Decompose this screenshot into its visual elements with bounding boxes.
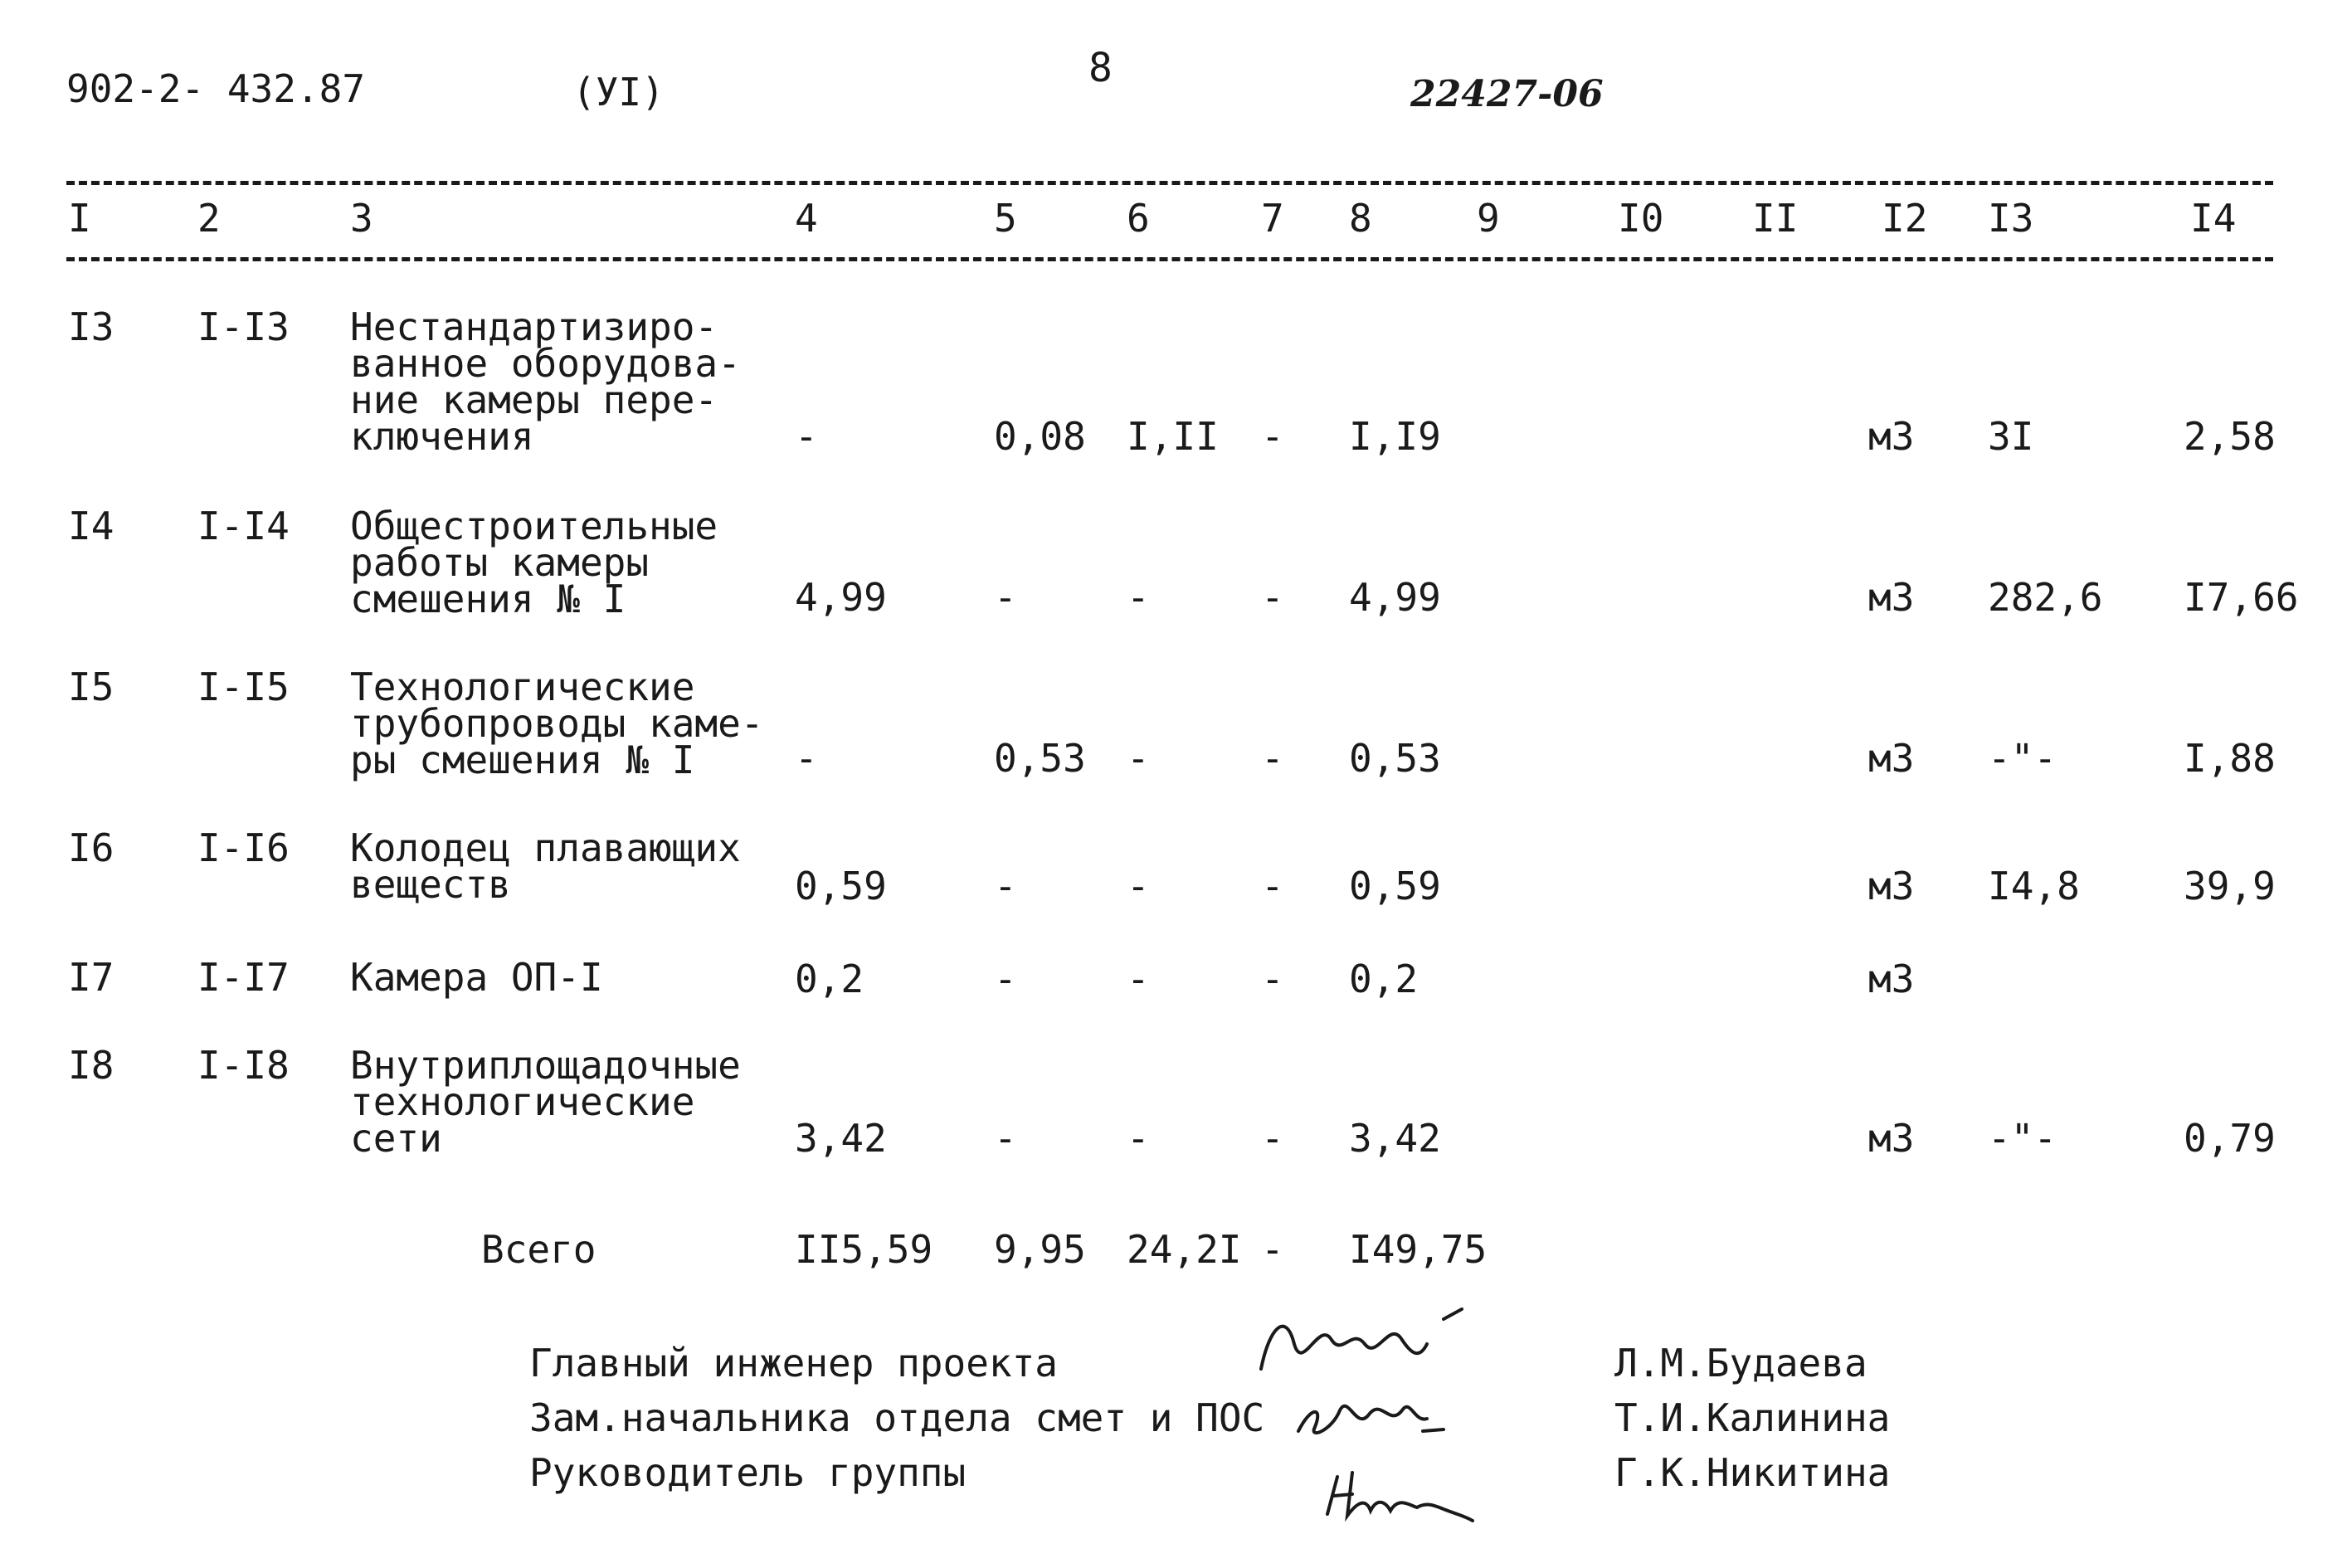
cell-c8: 0,2 xyxy=(1349,957,1419,1001)
cell-c5: - xyxy=(994,1116,1017,1161)
row-number: I6 xyxy=(68,825,114,870)
cell-c8: I,I9 xyxy=(1349,414,1441,459)
cell-c5: 0,53 xyxy=(994,736,1086,781)
work-name-line: Технологические xyxy=(350,665,695,709)
cell-c8: 4,99 xyxy=(1349,575,1441,620)
cell-c4: 3,42 xyxy=(795,1116,887,1161)
signature-name: Т.И.Калинина xyxy=(1614,1395,1891,1440)
estimate-number: I-I8 xyxy=(197,1043,290,1088)
cell-c13: -"- xyxy=(1988,1116,2057,1161)
cell-c14: 0,79 xyxy=(2184,1116,2276,1161)
work-name-line: Камера ОП-I xyxy=(350,955,603,1000)
work-name xyxy=(350,665,764,782)
cell-c8: 0,53 xyxy=(1349,736,1441,781)
total-col4: II5,59 xyxy=(795,1227,933,1272)
signature-name: Г.К.Никитина xyxy=(1614,1450,1891,1495)
row-number: I5 xyxy=(68,665,114,709)
cell-c12: м3 xyxy=(1868,1116,1915,1161)
work-name-line: Внутриплощадочные xyxy=(350,1043,741,1088)
signature-role: Руководитель группы xyxy=(529,1450,967,1495)
work-name-line: трубопроводы каме- xyxy=(350,701,764,746)
row-number: I7 xyxy=(68,955,114,1000)
cell-c6: - xyxy=(1127,736,1150,781)
cell-c6: - xyxy=(1127,1116,1150,1161)
work-name-line: ванное оборудова- xyxy=(350,341,741,386)
cell-c12: м3 xyxy=(1868,575,1915,620)
column-header: 6 xyxy=(1127,196,1150,241)
total-col7: - xyxy=(1261,1227,1284,1272)
cell-c12: м3 xyxy=(1868,864,1915,908)
volume-label: (УI) xyxy=(572,70,665,114)
signature-name: Л.М.Будаева xyxy=(1614,1341,1867,1385)
work-name-line: веществ xyxy=(350,862,511,907)
estimate-number: I-I6 xyxy=(197,825,290,870)
column-header: I0 xyxy=(1618,196,1664,241)
work-name-line: Колодец плавающих xyxy=(350,825,741,870)
row-number: I4 xyxy=(68,504,114,548)
column-header: II xyxy=(1752,196,1799,241)
cell-c7: - xyxy=(1261,957,1284,1001)
signature-role: Главный инженер проекта xyxy=(529,1341,1058,1385)
total-col6: 24,2I xyxy=(1127,1227,1242,1272)
cell-c5: - xyxy=(994,575,1017,620)
work-name-line: Нестандартизиро- xyxy=(350,304,718,349)
work-name xyxy=(350,1043,741,1161)
column-header: I4 xyxy=(2190,196,2237,241)
cell-c6: - xyxy=(1127,575,1150,620)
cell-c13: 3I xyxy=(1988,414,2034,459)
cell-c6: - xyxy=(1127,864,1150,908)
work-name-line: ключения xyxy=(350,414,534,459)
column-header: 9 xyxy=(1477,196,1500,241)
cell-c14: I,88 xyxy=(2184,736,2276,781)
total-col5: 9,95 xyxy=(994,1227,1086,1272)
cell-c12: м3 xyxy=(1868,414,1915,459)
cell-c4: 0,2 xyxy=(795,957,864,1001)
cell-c6: I,II xyxy=(1127,414,1219,459)
cell-c4: 4,99 xyxy=(795,575,887,620)
header-bottom-rule xyxy=(66,257,2273,261)
cell-c13: 282,6 xyxy=(1988,575,2103,620)
cell-c12: м3 xyxy=(1868,957,1915,1001)
column-header: 3 xyxy=(350,196,373,241)
cell-c5: 0,08 xyxy=(994,414,1086,459)
work-name-line: работы камеры xyxy=(350,540,650,585)
row-number: I3 xyxy=(68,304,114,349)
work-name-line: смешения № I xyxy=(350,577,626,621)
column-header: 2 xyxy=(197,196,221,241)
column-header: 8 xyxy=(1349,196,1372,241)
cell-c14: 39,9 xyxy=(2184,864,2276,908)
cell-c7: - xyxy=(1261,736,1284,781)
inventory-number: 22427-06 xyxy=(1410,73,1604,115)
handwritten-signature xyxy=(1290,1373,1456,1448)
column-header: I xyxy=(68,196,91,241)
total-label: Всего xyxy=(481,1227,597,1272)
handwritten-signature xyxy=(1319,1456,1485,1531)
signature-role: Зам.начальника отдела смет и ПОС xyxy=(529,1395,1265,1440)
work-name-line: ние камеры пере- xyxy=(350,377,718,422)
cell-c7: - xyxy=(1261,414,1284,459)
work-name-line: Общестроительные xyxy=(350,504,718,548)
cell-c6: - xyxy=(1127,957,1150,1001)
cell-c14: I7,66 xyxy=(2184,575,2299,620)
work-name-line: ры смешения № I xyxy=(350,738,695,782)
cell-c7: - xyxy=(1261,864,1284,908)
estimate-number: I-I5 xyxy=(197,665,290,709)
cell-c7: - xyxy=(1261,575,1284,620)
work-name xyxy=(350,504,718,621)
cell-c8: 0,59 xyxy=(1349,864,1441,908)
cell-c7: - xyxy=(1261,1116,1284,1161)
row-number: I8 xyxy=(68,1043,114,1088)
estimate-number: I-I3 xyxy=(197,304,290,349)
cell-c8: 3,42 xyxy=(1349,1116,1441,1161)
work-name xyxy=(350,304,741,459)
work-name xyxy=(350,955,603,1000)
document-code: 902-2- 432.87 xyxy=(66,66,366,111)
work-name-line: сети xyxy=(350,1116,442,1161)
page-number: 8 xyxy=(1088,45,1113,91)
cell-c4: 0,59 xyxy=(795,864,887,908)
cell-c5: - xyxy=(994,957,1017,1001)
column-header: 4 xyxy=(795,196,818,241)
work-name xyxy=(350,825,741,907)
estimate-number: I-I4 xyxy=(197,504,290,548)
column-header: 5 xyxy=(994,196,1017,241)
column-header: I3 xyxy=(1988,196,2034,241)
header-top-rule xyxy=(66,181,2273,185)
column-header: I2 xyxy=(1882,196,1928,241)
cell-c14: 2,58 xyxy=(2184,414,2276,459)
work-name-line: технологические xyxy=(350,1079,695,1124)
cell-c4: - xyxy=(795,736,818,781)
cell-c13: -"- xyxy=(1988,736,2057,781)
cell-c12: м3 xyxy=(1868,736,1915,781)
cell-c13: I4,8 xyxy=(1988,864,2080,908)
cell-c4: - xyxy=(795,414,818,459)
handwritten-signature xyxy=(1244,1294,1477,1385)
column-header: 7 xyxy=(1261,196,1284,241)
estimate-number: I-I7 xyxy=(197,955,290,1000)
cell-c5: - xyxy=(994,864,1017,908)
total-col8: I49,75 xyxy=(1349,1227,1488,1272)
